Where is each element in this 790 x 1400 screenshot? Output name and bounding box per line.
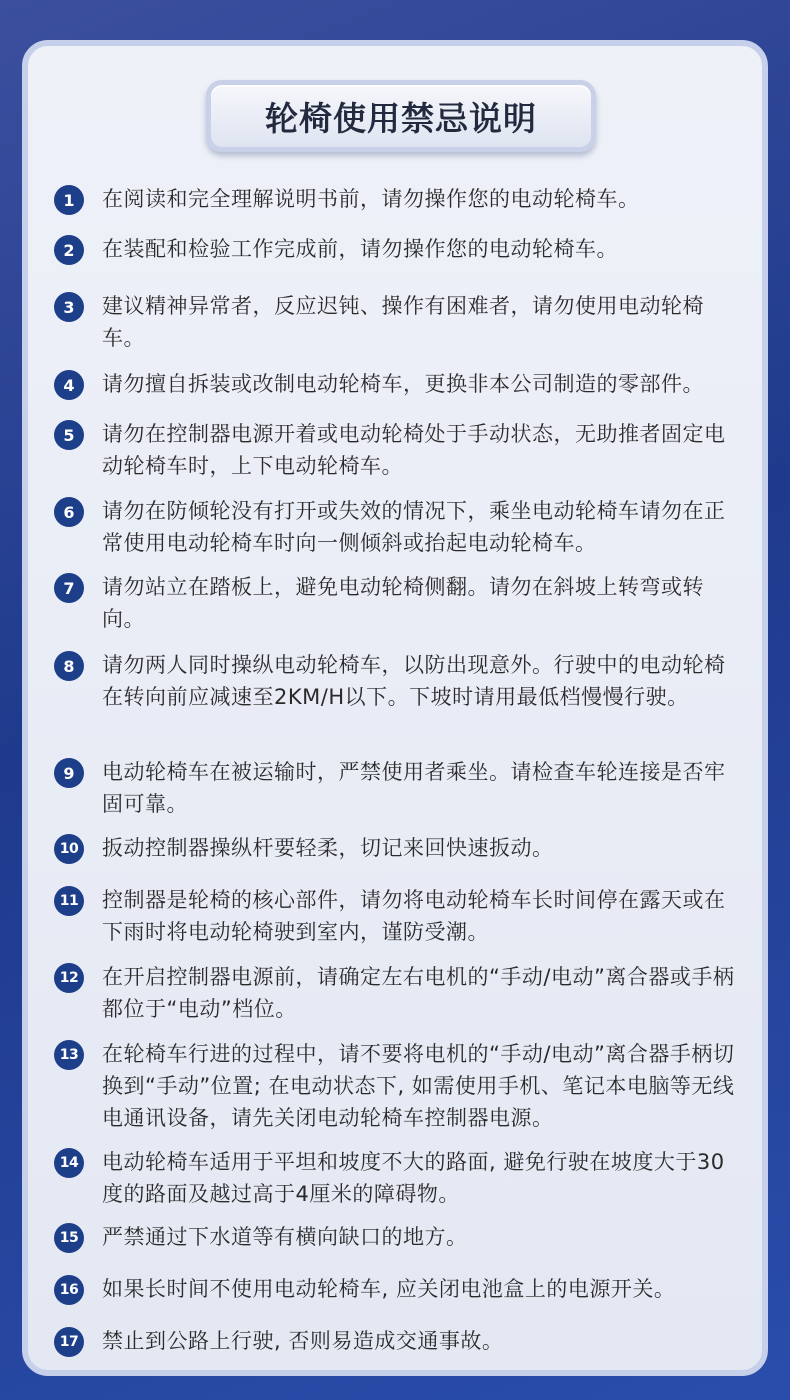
item-number-badge: 13 <box>54 1040 84 1070</box>
list-item-8 <box>54 649 754 713</box>
item-number-badge: 1 <box>54 185 84 215</box>
item-text: 控制器是轮椅的核心部件，请勿将电动轮椅车长时间停在露天或在下雨时将电动轮椅驶到室内，谨防受潮。 <box>102 888 726 944</box>
item-text: 建议精神异常者，反应迟钝、操作有困难者，请勿使用电动轮椅车。 <box>102 294 704 350</box>
item-text: 在阅读和完全理解说明书前，请勿操作您的电动轮椅车。 <box>102 187 640 211</box>
list-item-9 <box>54 756 754 820</box>
item-text: 电动轮椅车在被运输时，严禁使用者乘坐。请检查车轮连接是否牢固可靠。 <box>102 760 726 816</box>
item-text: 严禁通过下水道等有横向缺口的地方。 <box>102 1225 468 1249</box>
item-text: 在装配和检验工作完成前，请勿操作您的电动轮椅车。 <box>102 237 618 261</box>
list-item-11 <box>54 884 754 948</box>
item-number-badge: 17 <box>54 1327 84 1357</box>
item-number-badge: 9 <box>54 758 84 788</box>
item-number-badge: 7 <box>54 573 84 603</box>
list-item-17 <box>54 1325 754 1357</box>
list-item-3 <box>54 290 754 354</box>
list-item-4 <box>54 368 754 400</box>
item-number-badge: 16 <box>54 1275 84 1305</box>
item-text: 请勿在防倾轮没有打开或失效的情况下，乘坐电动轮椅车请勿在正常使用电动轮椅车时向一侧倾斜或抬起电动轮椅车。 <box>102 499 726 555</box>
item-text: 在轮椅车行进的过程中，请不要将电机的“手动/电动”离合器手柄切换到“手动”位置; 在电动状态下, 如需使用手机、笔记本电脑等无线电通讯设备，请先关闭电动轮椅车控制器电源。 <box>102 1042 735 1130</box>
item-text: 电动轮椅车适用于平坦和坡度不大的路面, 避免行驶在坡度大于30度的路面及越过高于4厘米的障碍物。 <box>102 1150 725 1206</box>
item-number-badge: 12 <box>54 963 84 993</box>
list-item-14 <box>54 1146 754 1210</box>
item-number-badge: 3 <box>54 292 84 322</box>
page-title: 轮椅使用禁忌说明 <box>265 98 537 138</box>
list-item-15 <box>54 1221 754 1253</box>
notice-card <box>22 40 768 1376</box>
list-item-2 <box>54 233 754 265</box>
item-text: 在开启控制器电源前，请确定左右电机的“手动/电动”离合器或手柄都位于“电动”档位。 <box>102 965 735 1021</box>
item-text: 请勿站立在踏板上，避免电动轮椅侧翻。请勿在斜坡上转弯或转向。 <box>102 575 704 631</box>
item-text: 请勿在控制器电源开着或电动轮椅处于手动状态，无助推者固定电动轮椅车时，上下电动轮椅车。 <box>102 422 726 478</box>
list-item-6 <box>54 495 754 559</box>
list-item-10 <box>54 832 754 864</box>
list-item-7 <box>54 571 754 635</box>
item-text: 禁止到公路上行驶, 否则易造成交通事故。 <box>102 1329 504 1353</box>
item-text: 扳动控制器操纵杆要轻柔，切记来回快速扳动。 <box>102 836 554 860</box>
item-text: 请勿擅自拆装或改制电动轮椅车，更换非本公司制造的零部件。 <box>102 372 704 396</box>
item-number-badge: 14 <box>54 1148 84 1178</box>
item-number-badge: 11 <box>54 886 84 916</box>
list-item-16 <box>54 1273 754 1305</box>
item-number-badge: 5 <box>54 420 84 450</box>
list-item-13 <box>54 1038 754 1134</box>
list-item-12 <box>54 961 754 1025</box>
item-number-badge: 2 <box>54 235 84 265</box>
item-text: 请勿两人同时操纵电动轮椅车，以防出现意外。行驶中的电动轮椅在转向前应减速至2KM/H以下。下坡时请用最低档慢慢行驶。 <box>102 653 726 709</box>
list-item-1 <box>54 183 754 215</box>
item-text: 如果长时间不使用电动轮椅车, 应关闭电池盒上的电源开关。 <box>102 1277 676 1301</box>
item-number-badge: 8 <box>54 651 84 681</box>
item-number-badge: 15 <box>54 1223 84 1253</box>
prohibition-list <box>28 46 762 1370</box>
item-number-badge: 10 <box>54 834 84 864</box>
list-item-5 <box>54 418 754 482</box>
item-number-badge: 4 <box>54 370 84 400</box>
item-number-badge: 6 <box>54 497 84 527</box>
